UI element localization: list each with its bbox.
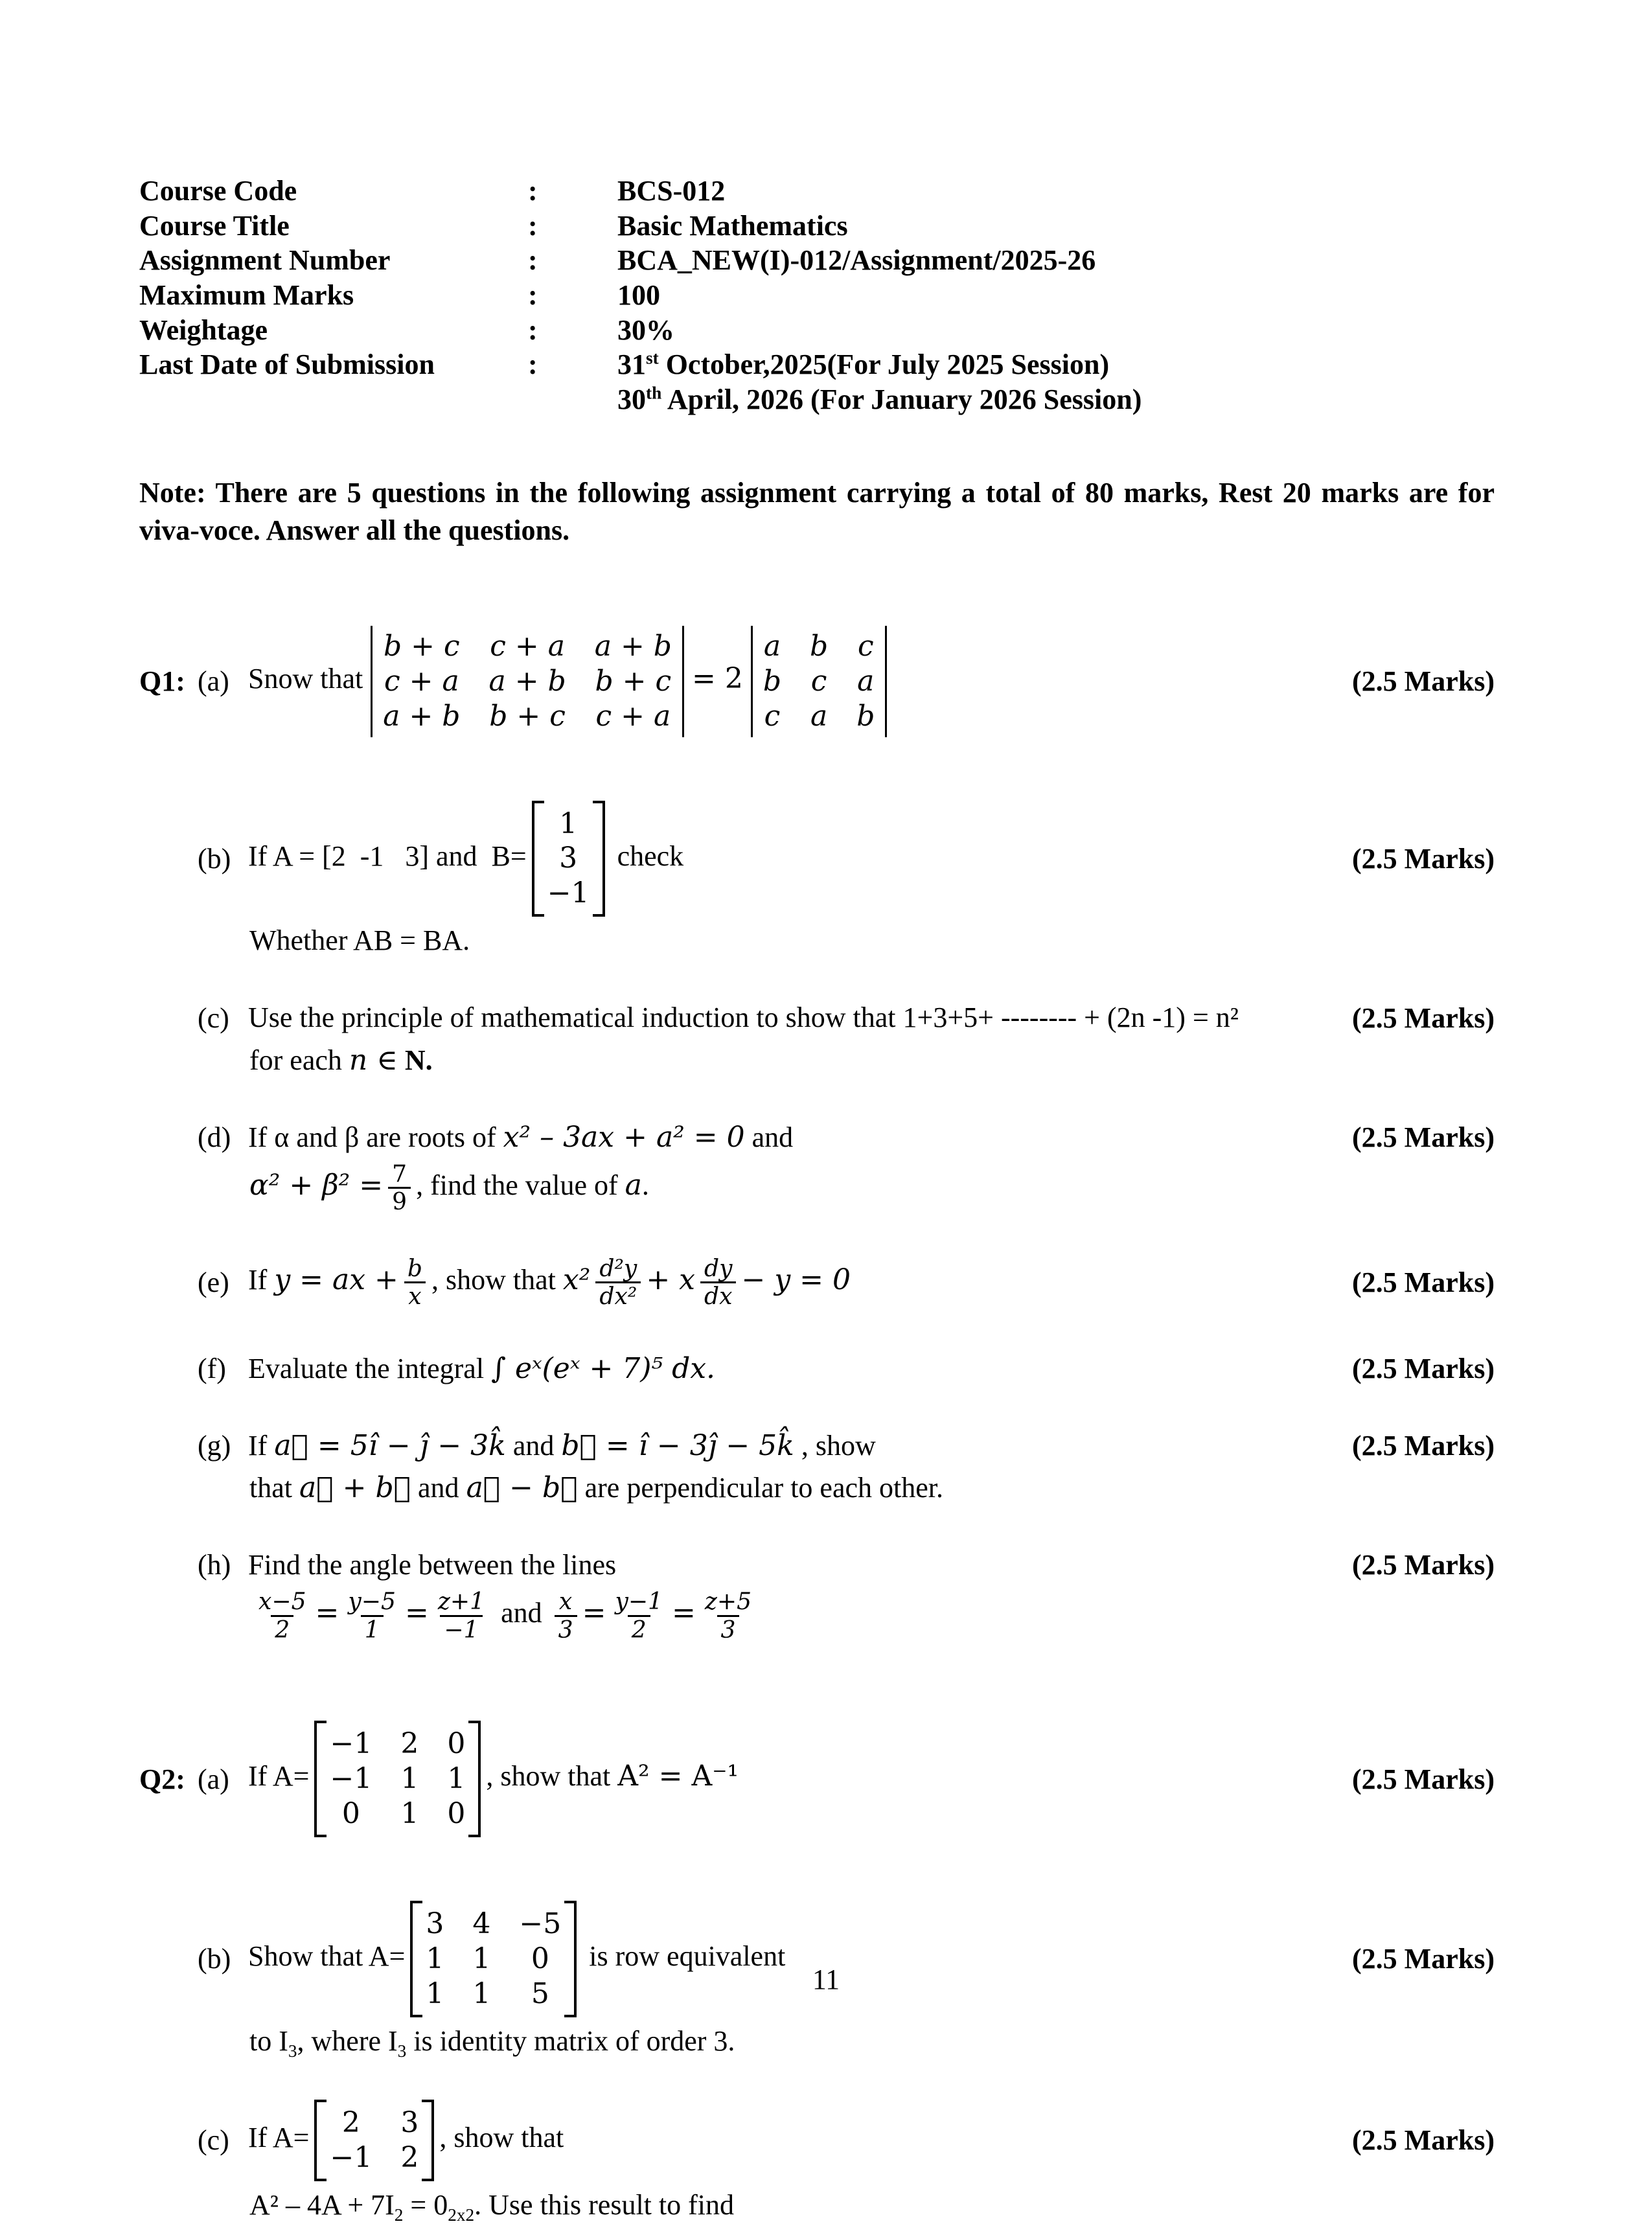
- q1h-body: [248, 1546, 1331, 1583]
- matrix-cell: −1: [330, 1762, 373, 1796]
- q1g-line2-that: that: [249, 1472, 299, 1504]
- and-word: and: [501, 1597, 542, 1629]
- q1a-intro-text: Snow that: [248, 662, 363, 694]
- fraction-numerator: x: [558, 1588, 573, 1616]
- fraction-numerator: z+1: [437, 1588, 485, 1616]
- q1h-text: Find the angle between the lines: [248, 1549, 617, 1581]
- q1c-line2: [249, 1042, 1495, 1079]
- colon-separator: :: [528, 314, 538, 346]
- matrix-cell: 2: [400, 1727, 419, 1761]
- equals-sign: =: [315, 1596, 339, 1630]
- matrix-a-row-equiv: [410, 1901, 577, 2017]
- q1d-line2-text: , find the value of: [416, 1169, 625, 1202]
- q1f-number: (f): [198, 1352, 226, 1384]
- q2-item-c: [198, 2100, 1495, 2223]
- matrix-cell: 1: [472, 1942, 491, 1975]
- course-code-value: BCS-012: [617, 175, 726, 207]
- matrix-cell: c + a: [490, 629, 565, 663]
- fraction-line1-z: [434, 1588, 488, 1643]
- matrix-cell: 3: [559, 842, 578, 875]
- q1a-body: [248, 626, 1331, 737]
- q1d-variable-a: a: [625, 1169, 642, 1202]
- q1g-line2: [249, 1469, 1495, 1506]
- fraction-first-derivative: [700, 1255, 736, 1310]
- matrix-cell: 2: [400, 2140, 419, 2174]
- colon-separator: :: [528, 349, 538, 381]
- matrix-grid: [383, 630, 672, 733]
- q1c-marks: (2.5 Marks): [1352, 1002, 1495, 1034]
- q1g-text-show: , show: [794, 1429, 876, 1462]
- q2c-text-show: , show that: [439, 2121, 564, 2153]
- matrix-cell: a: [763, 629, 781, 663]
- fraction-denominator: −1: [440, 1615, 482, 1643]
- weightage-label: Weightage: [139, 314, 268, 346]
- equals-two: = 2: [691, 661, 743, 695]
- date-day: 30: [617, 384, 646, 416]
- q2a-body: [248, 1721, 1331, 1837]
- matrix-cell: c: [810, 664, 827, 698]
- submission-date-july: [617, 347, 1495, 382]
- fraction-b-over-x: [404, 1255, 426, 1310]
- colon-separator: :: [528, 244, 538, 277]
- course-title-value: Basic Mathematics: [617, 209, 848, 242]
- q1-item-a: [139, 626, 1495, 737]
- matrix-cell: −1: [330, 1727, 373, 1761]
- matrix-cell: 1: [472, 1977, 491, 2010]
- q2c-equation: = 0: [403, 2188, 448, 2221]
- matrix-grid: [330, 2106, 419, 2175]
- q1h-row: [198, 1546, 1495, 1583]
- submission-value: [617, 347, 1495, 417]
- colon-separator: :: [528, 209, 538, 242]
- matrix-cell: 1: [400, 1797, 419, 1831]
- q2b-text-equiv: is row equivalent: [589, 1940, 786, 1972]
- q1-item-c: [198, 999, 1495, 1078]
- maximum-marks-value: 100: [617, 279, 660, 312]
- matrix-cell: 1: [426, 1942, 444, 1975]
- matrix-cell: 1: [400, 1762, 419, 1796]
- q1d-equation: x² – 3ax + a² = 0: [503, 1120, 745, 1154]
- q1h-line2: [249, 1588, 1495, 1643]
- assignment-number-value: BCA_NEW(I)-012/Assignment/2025-26: [617, 244, 1096, 277]
- q1b-number: (b): [198, 842, 231, 875]
- fraction-numerator: x−5: [258, 1588, 306, 1616]
- fraction-numerator: 7: [392, 1160, 407, 1188]
- matrix-cell: −1: [547, 877, 590, 910]
- q2a-identity: A² = A⁻¹: [617, 1760, 739, 1793]
- q1g-text-if: If: [248, 1429, 275, 1462]
- date-rest: April, 2026 (For January 2026 Session): [661, 384, 1142, 416]
- q1g-number: (g): [198, 1429, 231, 1462]
- q1g-vector-diff: a⃗ − b⃗: [466, 1471, 578, 1505]
- matrix-a-2x2: [314, 2100, 434, 2181]
- q1e-row: [198, 1255, 1495, 1310]
- q1-item-f: [198, 1350, 1495, 1387]
- q1c-row: [198, 999, 1495, 1036]
- q1g-vector-b: b⃗ = î − 3ĵ − 5k̂: [561, 1428, 794, 1462]
- fraction-denominator: 2: [628, 1615, 650, 1643]
- equals-sign: =: [672, 1596, 696, 1630]
- q2c-equation: A² – 4A + 7I: [249, 2188, 395, 2221]
- fraction-denominator: 9: [388, 1187, 411, 1215]
- matrix-cell: b + c: [489, 699, 566, 733]
- header-row-weightage: [139, 313, 1495, 348]
- q1b-marks: (2.5 Marks): [1352, 842, 1495, 875]
- q2b-text-show: Show that A=: [248, 1940, 406, 1972]
- matrix-cell: 1: [559, 807, 578, 840]
- fraction-seven-ninths: [388, 1161, 411, 1215]
- q1f-row: [198, 1350, 1495, 1387]
- q1g-line2-and: and: [411, 1472, 466, 1504]
- zero-matrix-subscript: 2x2: [448, 2205, 475, 2224]
- q1e-equation-y: y = ax +: [274, 1263, 398, 1296]
- q1d-text-and: and: [744, 1121, 794, 1153]
- header-row-course-title: [139, 209, 1495, 244]
- q1g-line2-rest: are perpendicular to each other.: [577, 1472, 943, 1504]
- q1h-marks: (2.5 Marks): [1352, 1549, 1495, 1581]
- fraction-line2-x: [555, 1588, 577, 1643]
- assignment-header: [139, 174, 1495, 417]
- matrix-cell: 2: [341, 2105, 360, 2139]
- q1b-body: [248, 801, 1331, 917]
- fraction-line1-x: [255, 1588, 310, 1643]
- matrix-cell: 3: [400, 2105, 419, 2139]
- q2c-line2: [249, 2186, 1495, 2223]
- q1d-alpha-beta: α² + β² =: [249, 1169, 384, 1202]
- assignment-number-label: Assignment Number: [139, 244, 391, 277]
- matrix-cell: c: [857, 629, 874, 663]
- identity-subscript: 2: [394, 2205, 404, 2224]
- q1-item-b: [198, 801, 1495, 959]
- q2a-marks: (2.5 Marks): [1352, 1763, 1495, 1795]
- fraction-numerator: b: [407, 1254, 423, 1282]
- fraction-numerator: dy: [704, 1254, 733, 1282]
- q1d-marks: (2.5 Marks): [1352, 1121, 1495, 1153]
- q1h-number: (h): [198, 1549, 231, 1581]
- fraction-line2-z: [701, 1588, 755, 1643]
- q2b-row: [198, 1901, 1495, 2017]
- q2c-number: (c): [198, 2124, 229, 2157]
- q1e-text-show: , show that: [431, 1263, 563, 1296]
- q2c-marks: (2.5 Marks): [1352, 2124, 1495, 2157]
- q1g-marks: (2.5 Marks): [1352, 1429, 1495, 1462]
- matrix-cell: 0: [447, 1727, 466, 1761]
- matrix-cell: a + b: [594, 629, 672, 663]
- q1d-line2: [249, 1161, 1495, 1215]
- q1g-vector-a: a⃗ = 5î − ĵ − 3k̂: [274, 1428, 506, 1462]
- q2c-row: [198, 2100, 1495, 2181]
- fraction-denominator: 2: [271, 1615, 293, 1643]
- q1g-body: [248, 1427, 1331, 1464]
- fraction-denominator: dx²: [595, 1281, 641, 1309]
- q1d-text: If α and β are roots of: [248, 1121, 503, 1153]
- fraction-denominator: 3: [717, 1615, 740, 1643]
- q1c-math: n ∈: [349, 1043, 398, 1077]
- fraction-denominator: x: [404, 1281, 425, 1309]
- matrix-cell: b + c: [595, 664, 672, 698]
- q1f-marks: (2.5 Marks): [1352, 1352, 1495, 1384]
- q1f-text: Evaluate the integral: [248, 1352, 492, 1384]
- matrix-cell: −5: [519, 1907, 562, 1940]
- q2a-number: (a): [198, 1763, 229, 1795]
- matrix-a-3x3: [314, 1721, 481, 1837]
- determinant-matrix-right: [751, 626, 888, 737]
- maximum-marks-label: Maximum Marks: [139, 279, 354, 312]
- matrix-cell: 1: [426, 1977, 444, 2010]
- matrix-cell: a + b: [488, 664, 566, 698]
- header-row-course-code: [139, 174, 1495, 209]
- matrix-cell: 0: [531, 1942, 549, 1975]
- q1e-number: (e): [198, 1267, 229, 1299]
- fraction-numerator: y−1: [615, 1588, 663, 1616]
- q1g-vector-sum: a⃗ + b⃗: [299, 1471, 411, 1505]
- page-number: 11: [812, 1964, 840, 1995]
- q1c-line2-text: for each: [249, 1044, 349, 1076]
- q1-item-d: [198, 1119, 1495, 1215]
- q2b-line2-text: to I: [249, 2024, 288, 2057]
- q1d-body: [248, 1119, 1331, 1156]
- document-content: [139, 174, 1495, 2223]
- q1g-text-and: and: [505, 1429, 562, 1462]
- matrix-cell: a + b: [383, 699, 461, 733]
- q1-item-h: [198, 1546, 1495, 1643]
- q1-label: Q1:: [139, 665, 185, 698]
- identity-subscript: 3: [397, 2041, 407, 2061]
- matrix-cell: 0: [447, 1797, 466, 1831]
- date-rest: October,2025(For July 2025 Session): [658, 349, 1110, 381]
- q1a-marks: (2.5 Marks): [1352, 665, 1495, 698]
- matrix-cell: b + c: [384, 629, 460, 663]
- equals-sign: =: [404, 1596, 429, 1630]
- header-row-assignment-number: [139, 243, 1495, 278]
- q2b-number: (b): [198, 1943, 231, 1975]
- q2c-equation-rest: . Use this result to find: [474, 2188, 735, 2221]
- matrix-cell: 1: [447, 1762, 466, 1796]
- q2-item-a: [139, 1721, 1495, 1837]
- q1e-x-squared: x²: [562, 1263, 591, 1296]
- equals-sign: =: [582, 1596, 606, 1630]
- matrix-cell: 4: [472, 1907, 491, 1940]
- q2b-line2-text: , where I: [297, 2024, 398, 2057]
- header-row-submission: [139, 347, 1495, 417]
- matrix-cell: −1: [330, 2140, 373, 2174]
- weightage-value: 30%: [617, 314, 674, 346]
- q2b-line2-text: is identity matrix of order 3.: [406, 2024, 735, 2057]
- q1c-text: Use the principle of mathematical induction to show that 1+3+5+ -------- + (2n -1) = n²: [248, 1002, 1239, 1034]
- q2c-body: [248, 2100, 1331, 2181]
- q1f-integral: ∫ eˣ(eˣ + 7)⁵ dx.: [491, 1351, 716, 1385]
- q1b-text: If A = [2 -1 3] and B=: [248, 840, 527, 872]
- q1b-row: [198, 801, 1495, 917]
- header-row-maximum-marks: [139, 278, 1495, 313]
- fraction-second-derivative: [595, 1255, 641, 1310]
- matrix-cell: a: [810, 699, 828, 733]
- matrix-cell: c + a: [595, 699, 671, 733]
- submission-date-january: [617, 382, 1495, 417]
- matrix-cell: c + a: [384, 664, 459, 698]
- q1c-natural-set: N.: [397, 1044, 433, 1076]
- fraction-denominator: dx: [700, 1281, 736, 1309]
- matrix-grid: [547, 807, 590, 911]
- assignment-note: Note: There are 5 questions in the following assignment carrying a total of 80 marks, Rest 20 marks are for viva-voce. Answer all the questions.: [139, 476, 1495, 546]
- q2a-text-show: , show that: [486, 1760, 618, 1793]
- matrix-cell: 0: [341, 1797, 360, 1831]
- q1e-marks: (2.5 Marks): [1352, 1267, 1495, 1299]
- column-vector-b: [532, 801, 605, 917]
- matrix-grid: [330, 1727, 465, 1831]
- q1f-body: [248, 1350, 1331, 1387]
- course-code-label: Course Code: [139, 175, 297, 207]
- matrix-cell: 5: [531, 1977, 549, 2010]
- determinant-matrix-left: [371, 626, 684, 737]
- q1e-text-if: If: [248, 1263, 275, 1296]
- q1d-period: .: [641, 1169, 649, 1202]
- fraction-numerator: d²y: [599, 1254, 637, 1282]
- q2b-marks: (2.5 Marks): [1352, 1943, 1495, 1975]
- date-ordinal: th: [646, 383, 662, 403]
- fraction-denominator: 1: [361, 1615, 384, 1643]
- matrix-cell: 3: [426, 1907, 444, 1940]
- fraction-line1-y: [344, 1588, 400, 1643]
- identity-subscript: 3: [288, 2041, 297, 2061]
- q1-item-e: [198, 1255, 1495, 1310]
- q1b-check-text: check: [617, 840, 684, 872]
- date-day: 31: [617, 349, 646, 381]
- q1d-row: [198, 1119, 1495, 1156]
- q1b-line2: Whether AB = BA.: [249, 924, 470, 957]
- submission-label: Last Date of Submission: [139, 349, 435, 381]
- q2b-line2: [249, 2023, 1495, 2059]
- matrix-cell: b: [763, 664, 782, 698]
- q1e-body: [248, 1255, 1331, 1310]
- fraction-numerator: z+5: [704, 1588, 752, 1616]
- matrix-cell: b: [856, 699, 875, 733]
- q1c-body: [248, 999, 1331, 1036]
- question-1: [139, 626, 1495, 1643]
- q2-label: Q2:: [139, 1763, 185, 1795]
- q1g-row: [198, 1427, 1495, 1464]
- course-title-label: Course Title: [139, 209, 290, 242]
- q2a-text-if: If A=: [248, 1760, 310, 1793]
- q1a-number: (a): [198, 665, 229, 698]
- q2b-body: [248, 1901, 1331, 2017]
- q1e-minus-y: − y = 0: [741, 1263, 851, 1296]
- fraction-denominator: 3: [555, 1615, 577, 1643]
- matrix-cell: b: [810, 629, 829, 663]
- q1-item-g: [198, 1427, 1495, 1506]
- q2c-text-if: If A=: [248, 2121, 310, 2153]
- fraction-line2-y: [611, 1588, 667, 1643]
- matrix-cell: a: [857, 664, 875, 698]
- colon-separator: :: [528, 175, 538, 207]
- q1c-number: (c): [198, 1002, 229, 1034]
- q1e-plus-x: + x: [646, 1263, 695, 1296]
- date-ordinal: st: [646, 348, 659, 368]
- q1d-number: (d): [198, 1121, 231, 1153]
- matrix-cell: c: [764, 699, 781, 733]
- fraction-numerator: y−5: [348, 1588, 396, 1616]
- colon-separator: :: [528, 279, 538, 312]
- matrix-grid: [763, 630, 875, 733]
